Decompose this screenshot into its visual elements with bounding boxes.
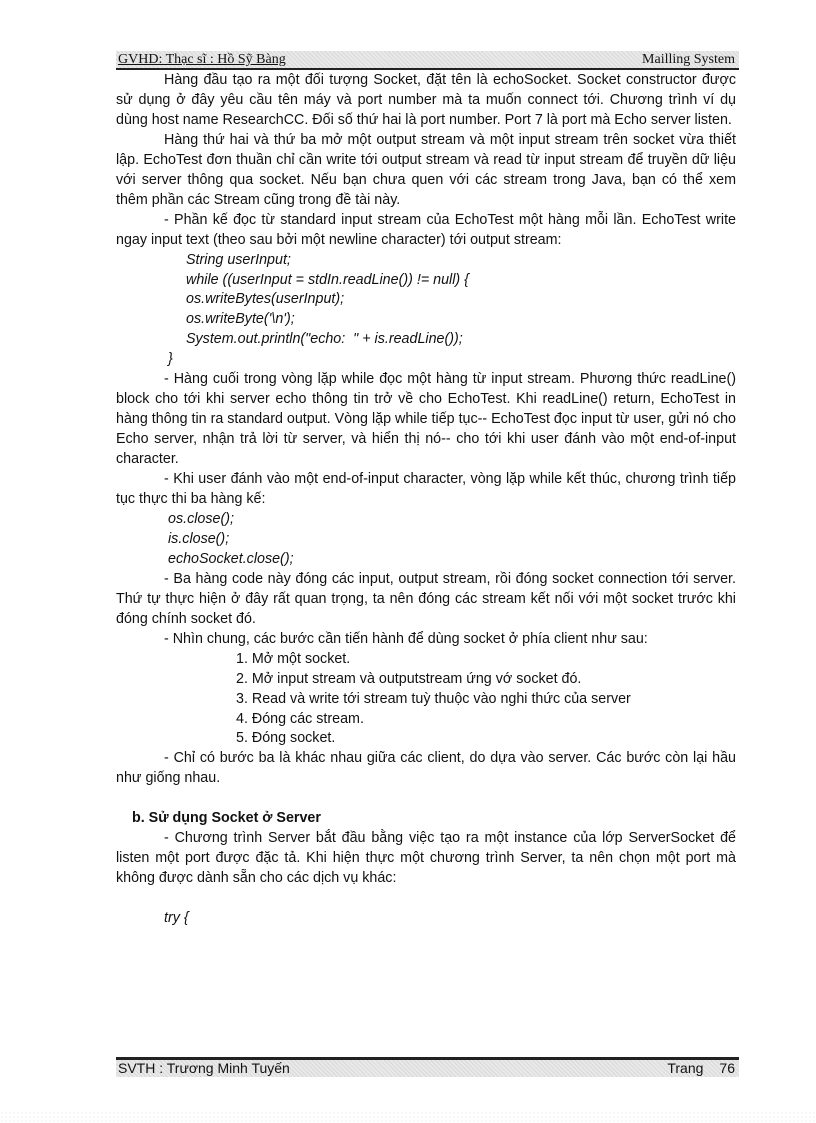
paragraph: - Khi user đánh vào một end-of-input character, vòng lặp while kết thúc, chương trình tiếp tục thực thi ba hàng kế: [116,471,736,508]
code-block [116,510,736,570]
paragraph: - Chỉ có bước ba là khác nhau giữa các client, do dựa vào server. Các bước còn lại hầu như giống nhau. [116,750,736,787]
code-line: echoSocket.close(); [168,550,294,567]
code-block [116,251,736,371]
list-item: 1. Mở một socket. [236,650,351,667]
code-line: System.out.println("echo: " + is.readLine()); [186,331,463,348]
spacer [116,789,736,809]
list-item: 5. Đóng socket. [236,730,336,747]
paragraph: - Chương trình Server bắt đầu bằng việc tạo ra một instance của lớp ServerSocket để listen một port được đặc tả. Khi hiện thực một chương trình Server, ta nên chọn một port mà không được dành sẵn cho các dịch vụ khác: [116,830,736,887]
paragraph: Hàng đầu tạo ra một đối tượng Socket, đặt tên là echoSocket. Socket constructor được sử dụng ở đây yêu cầu tên máy và port number mà ta muốn connect tới. Chương trình ví dụ dùng host name ResearchCC. Đối số thứ hai là port number. Port 7 là port mà Echo server listen. [116,72,736,128]
list-item: 3. Read và write tới stream tuỳ thuộc vào nghi thức của server [236,690,631,707]
header-title: Mailling System [642,52,735,67]
page-label: Trang [667,1060,704,1076]
code-line: String userInput; [186,251,291,268]
page-number-value: 76 [719,1060,735,1076]
paragraph: - Phần kế đọc từ standard input stream của EchoTest một hàng mỗi lần. EchoTest write ngay input text (theo sau bởi một newline character) tới output stream: [116,211,736,248]
paragraph: - Ba hàng code này đóng các input, output stream, rồi đóng socket connection tới server. Thứ tự thực hiện ở đây rất quan trọng, ta nên đóng các stream kết nối với một socket trước khi đóng chính socket đó. [116,570,736,627]
page-content [116,71,736,929]
section-heading: b. Sử dụng Socket ở Server [132,810,321,827]
scan-edge [0,1111,816,1123]
steps-list [116,650,736,750]
page-footer [116,1057,739,1077]
spacer [116,889,736,909]
paragraph: Hàng thứ hai và thứ ba mở một output stream và một input stream trên socket vừa thiết lập. EchoTest đơn thuần chỉ cần write tới output stream và read từ input stream để truyền dữ liệu với server thông qua socket. Nếu bạn chưa quen với các stream trong Java, bạn có thể xem thêm phần các Stream cũng trong đề tài này. [116,131,736,208]
code-line: is.close(); [168,530,230,547]
footer-student: SVTH : Trương Minh Tuyến [118,1060,290,1076]
code-line: while ((userInput = stdIn.readLine()) != null) { [186,271,469,288]
code-line: try { [164,910,189,927]
code-line: os.writeByte('\n'); [186,311,295,328]
paragraph: - Hàng cuối trong vòng lặp while đọc một hàng từ input stream. Phương thức readLine() block cho tới khi server echo thông tin trở về cho EchoTest. Khi readLine() return, EchoTest in hàng thông tin ra standard output. Vòng lặp while tiếp tục-- EchoTest đọc input từ user, gửi nó cho Echo server, nhận trả lời từ server, và hiển thị nó-- cho tới khi user đánh vào một end-of-input character. [116,371,736,468]
page-header [116,51,739,70]
code-line: } [168,351,173,368]
paragraph: - Nhìn chung, các bước cần tiến hành để dùng socket ở phía client như sau: [164,630,648,647]
page-number [667,1060,735,1077]
code-line: os.writeBytes(userInput); [186,291,345,308]
list-item: 2. Mở input stream và outputstream ứng vớ socket đó. [236,670,582,687]
header-instructor: GVHD: Thạc sĩ : Hồ Sỹ Bàng [118,52,286,67]
list-item: 4. Đóng các stream. [236,710,364,727]
code-line: os.close(); [168,510,234,527]
